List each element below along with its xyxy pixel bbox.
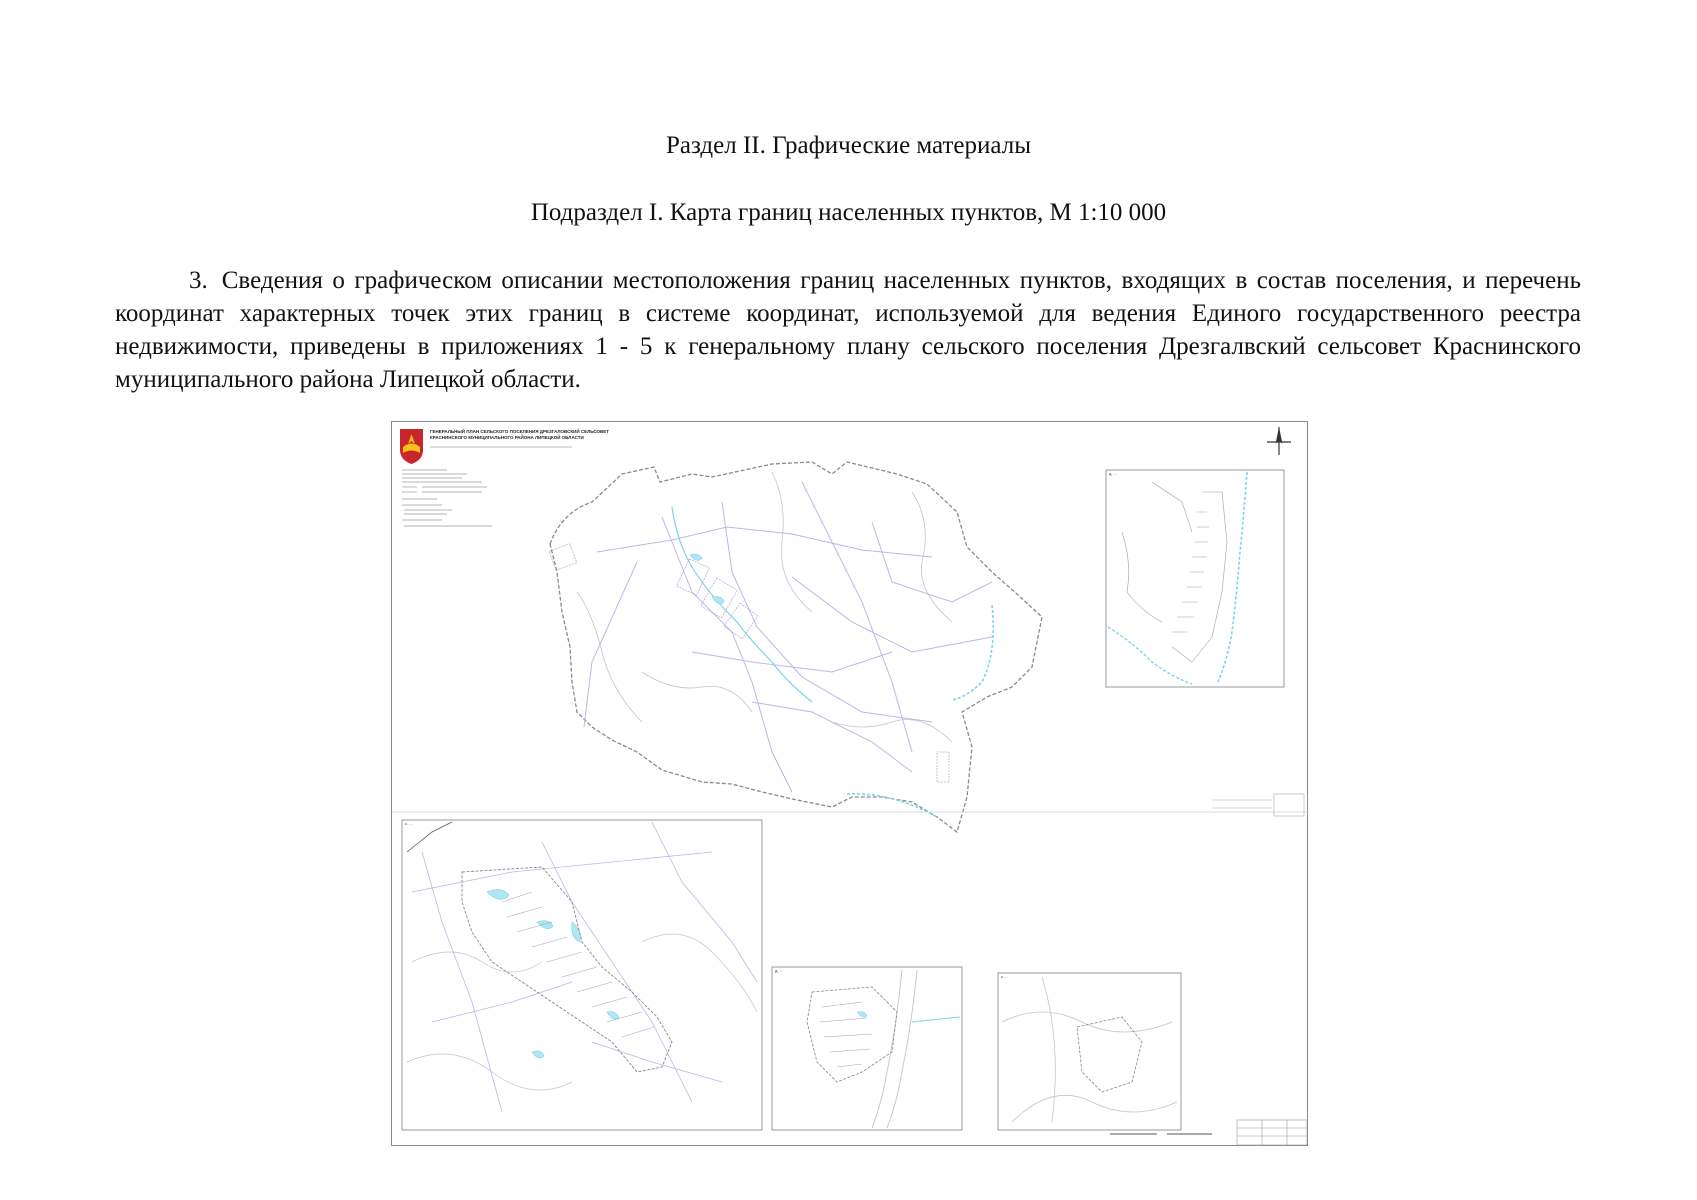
- map-title-line-2: КРАСНИНСКОГО МУНИЦИПАЛЬНОГО РАЙОНА ЛИПЕЦКОЙ ОБЛАСТИ: [430, 435, 584, 440]
- sheet-title-block: [1237, 1120, 1307, 1145]
- map-title-line-1: ГЕНЕРАЛЬНЫЙ ПЛАН СЕЛЬСКОГО ПОСЕЛЕНИЯ ДРЕЗГАЛОВСКИЙ СЕЛЬСОВЕТ: [430, 429, 609, 434]
- paragraph-3: [115, 264, 1581, 396]
- svg-text:д. ...: д. ...: [1109, 471, 1117, 476]
- svg-text:д. ...: д. ...: [775, 968, 783, 973]
- main-settlement-map: [549, 462, 1042, 832]
- section-heading: Раздел II. Графические материалы: [665, 132, 1031, 159]
- paragraph-number: 3.: [189, 267, 208, 294]
- inset-map-bottom-right: [998, 973, 1181, 1130]
- svg-text:с. ...: с. ...: [405, 821, 413, 826]
- map-sheet-drawing: [392, 422, 1309, 1147]
- map-sheet-image: [391, 421, 1308, 1146]
- paragraph-text: Сведения о графическом описании местоположения границ населенных пунктов, входящих в состав поселения, и перечень координат характерных точек этих границ в системе координат, используемой для ведения Единого государственного реестра недвижимости, приведены в приложениях 1 - 5 к генеральному плану сельского поселения Дрезгалвский сельсовет Краснинского муниципального района Липецкой области.: [115, 267, 1581, 393]
- svg-text:с. ...: с. ...: [1001, 974, 1009, 979]
- inset-map-top-right: [1106, 470, 1284, 687]
- coat-of-arms-icon: [400, 429, 423, 464]
- inset-map-bottom-left: [402, 820, 762, 1130]
- sheet-side-table: [1212, 794, 1304, 816]
- map-legend: [402, 470, 492, 526]
- subsection-heading: Подраздел I. Карта границ населенных пунктов, М 1:10 000: [530, 199, 1167, 226]
- north-arrow-icon: [1267, 427, 1291, 455]
- inset-map-bottom-middle: [772, 967, 962, 1130]
